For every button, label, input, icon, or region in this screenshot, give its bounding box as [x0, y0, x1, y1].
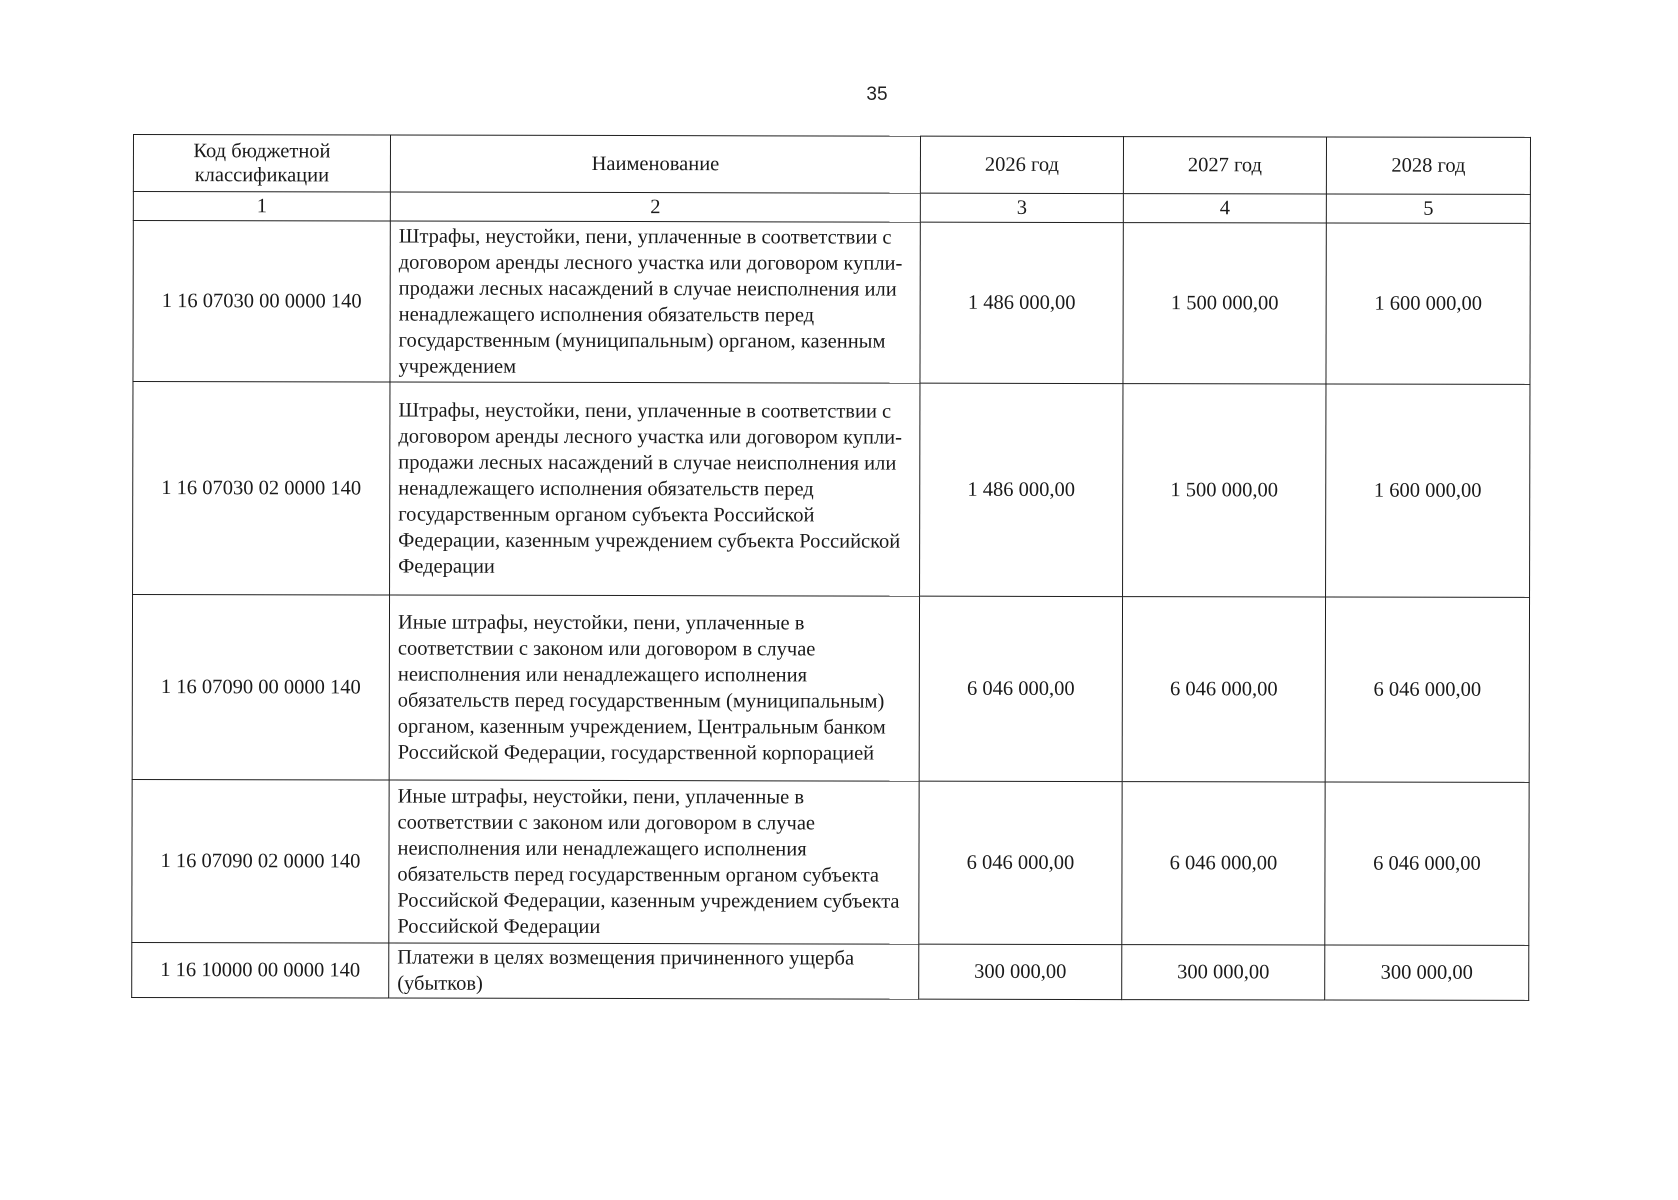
row-code: 1 16 07090 02 0000 140: [132, 779, 389, 943]
row-value-2027: 6 046 000,00: [1122, 782, 1325, 945]
row-value-2028: 6 046 000,00: [1325, 782, 1529, 945]
header-2026: 2026 год: [920, 136, 1123, 193]
row-value-2027: 1 500 000,00: [1123, 384, 1326, 597]
row-code: 1 16 07030 02 0000 140: [133, 382, 390, 596]
table-row: [133, 382, 1530, 598]
row-value-2028: 6 046 000,00: [1325, 597, 1529, 782]
header-2027: 2027 год: [1123, 137, 1326, 194]
table-row: [133, 221, 1530, 385]
table-header-row: [133, 135, 1530, 195]
row-value-2026: 1 486 000,00: [920, 383, 1123, 596]
row-value-2027: 1 500 000,00: [1123, 223, 1326, 384]
row-value-2027: 300 000,00: [1122, 945, 1325, 1000]
header-code: Код бюджетной классификации: [133, 135, 390, 193]
row-name: Штрафы, неустойки, пени, уплаченные в соответствии с договором аренды лесного участка или договором купли-продажи лесных насаждений в случае неисполнения или ненадлежащего исполнения обязательств перед государственным (муниципальным) органом, казенным учреждением: [390, 221, 920, 383]
column-number: 1: [133, 192, 390, 222]
row-code: 1 16 07030 00 0000 140: [133, 221, 390, 383]
row-value-2028: 1 600 000,00: [1326, 384, 1530, 597]
column-number: 5: [1326, 194, 1530, 223]
row-value-2028: 1 600 000,00: [1326, 223, 1530, 384]
column-number: 2: [390, 192, 920, 222]
table-row: [132, 942, 1529, 1000]
table-row: [132, 779, 1529, 945]
row-code: 1 16 10000 00 0000 140: [132, 942, 389, 998]
header-name: Наименование: [390, 135, 920, 193]
row-name: Иные штрафы, неустойки, пени, уплаченные в соответствии с законом или договором в случае неисполнения или ненадлежащего исполнения обязательств перед государственным органом субъекта Российской Федерации, казенным учреждением субъекта Российской Федерации: [389, 780, 919, 944]
header-2028: 2028 год: [1326, 137, 1530, 194]
budget-table: [131, 134, 1531, 1001]
column-number-row: [133, 192, 1530, 224]
row-value-2026: 300 000,00: [919, 944, 1122, 999]
page-number: 35: [866, 84, 888, 105]
row-value-2026: 6 046 000,00: [919, 781, 1122, 944]
row-code: 1 16 07090 00 0000 140: [132, 595, 389, 781]
row-name: Платежи в целях возмещения причиненного ущерба (убытков): [389, 943, 919, 999]
row-value-2026: 1 486 000,00: [920, 222, 1123, 383]
row-value-2028: 300 000,00: [1325, 945, 1529, 1000]
column-number: 4: [1123, 194, 1326, 223]
table-row: [132, 595, 1529, 783]
row-value-2026: 6 046 000,00: [919, 596, 1122, 781]
column-number: 3: [920, 193, 1123, 222]
row-value-2027: 6 046 000,00: [1122, 597, 1325, 782]
row-name: Иные штрафы, неустойки, пени, уплаченные в соответствии с законом или договором в случае неисполнения или ненадлежащего исполнения обязательств перед государственным (муниципальным) органом, казенным учреждением, Центральным банком Российской Федерации, государственной корпорацией: [389, 595, 919, 781]
row-name: Штрафы, неустойки, пени, уплаченные в соответствии с договором аренды лесного участка или договором купли-продажи лесных насаждений в случае неисполнения или ненадлежащего исполнения обязательств перед государственным органом субъекта Российской Федерации, казенным учреждением субъекта Российской Федерации: [390, 382, 920, 596]
